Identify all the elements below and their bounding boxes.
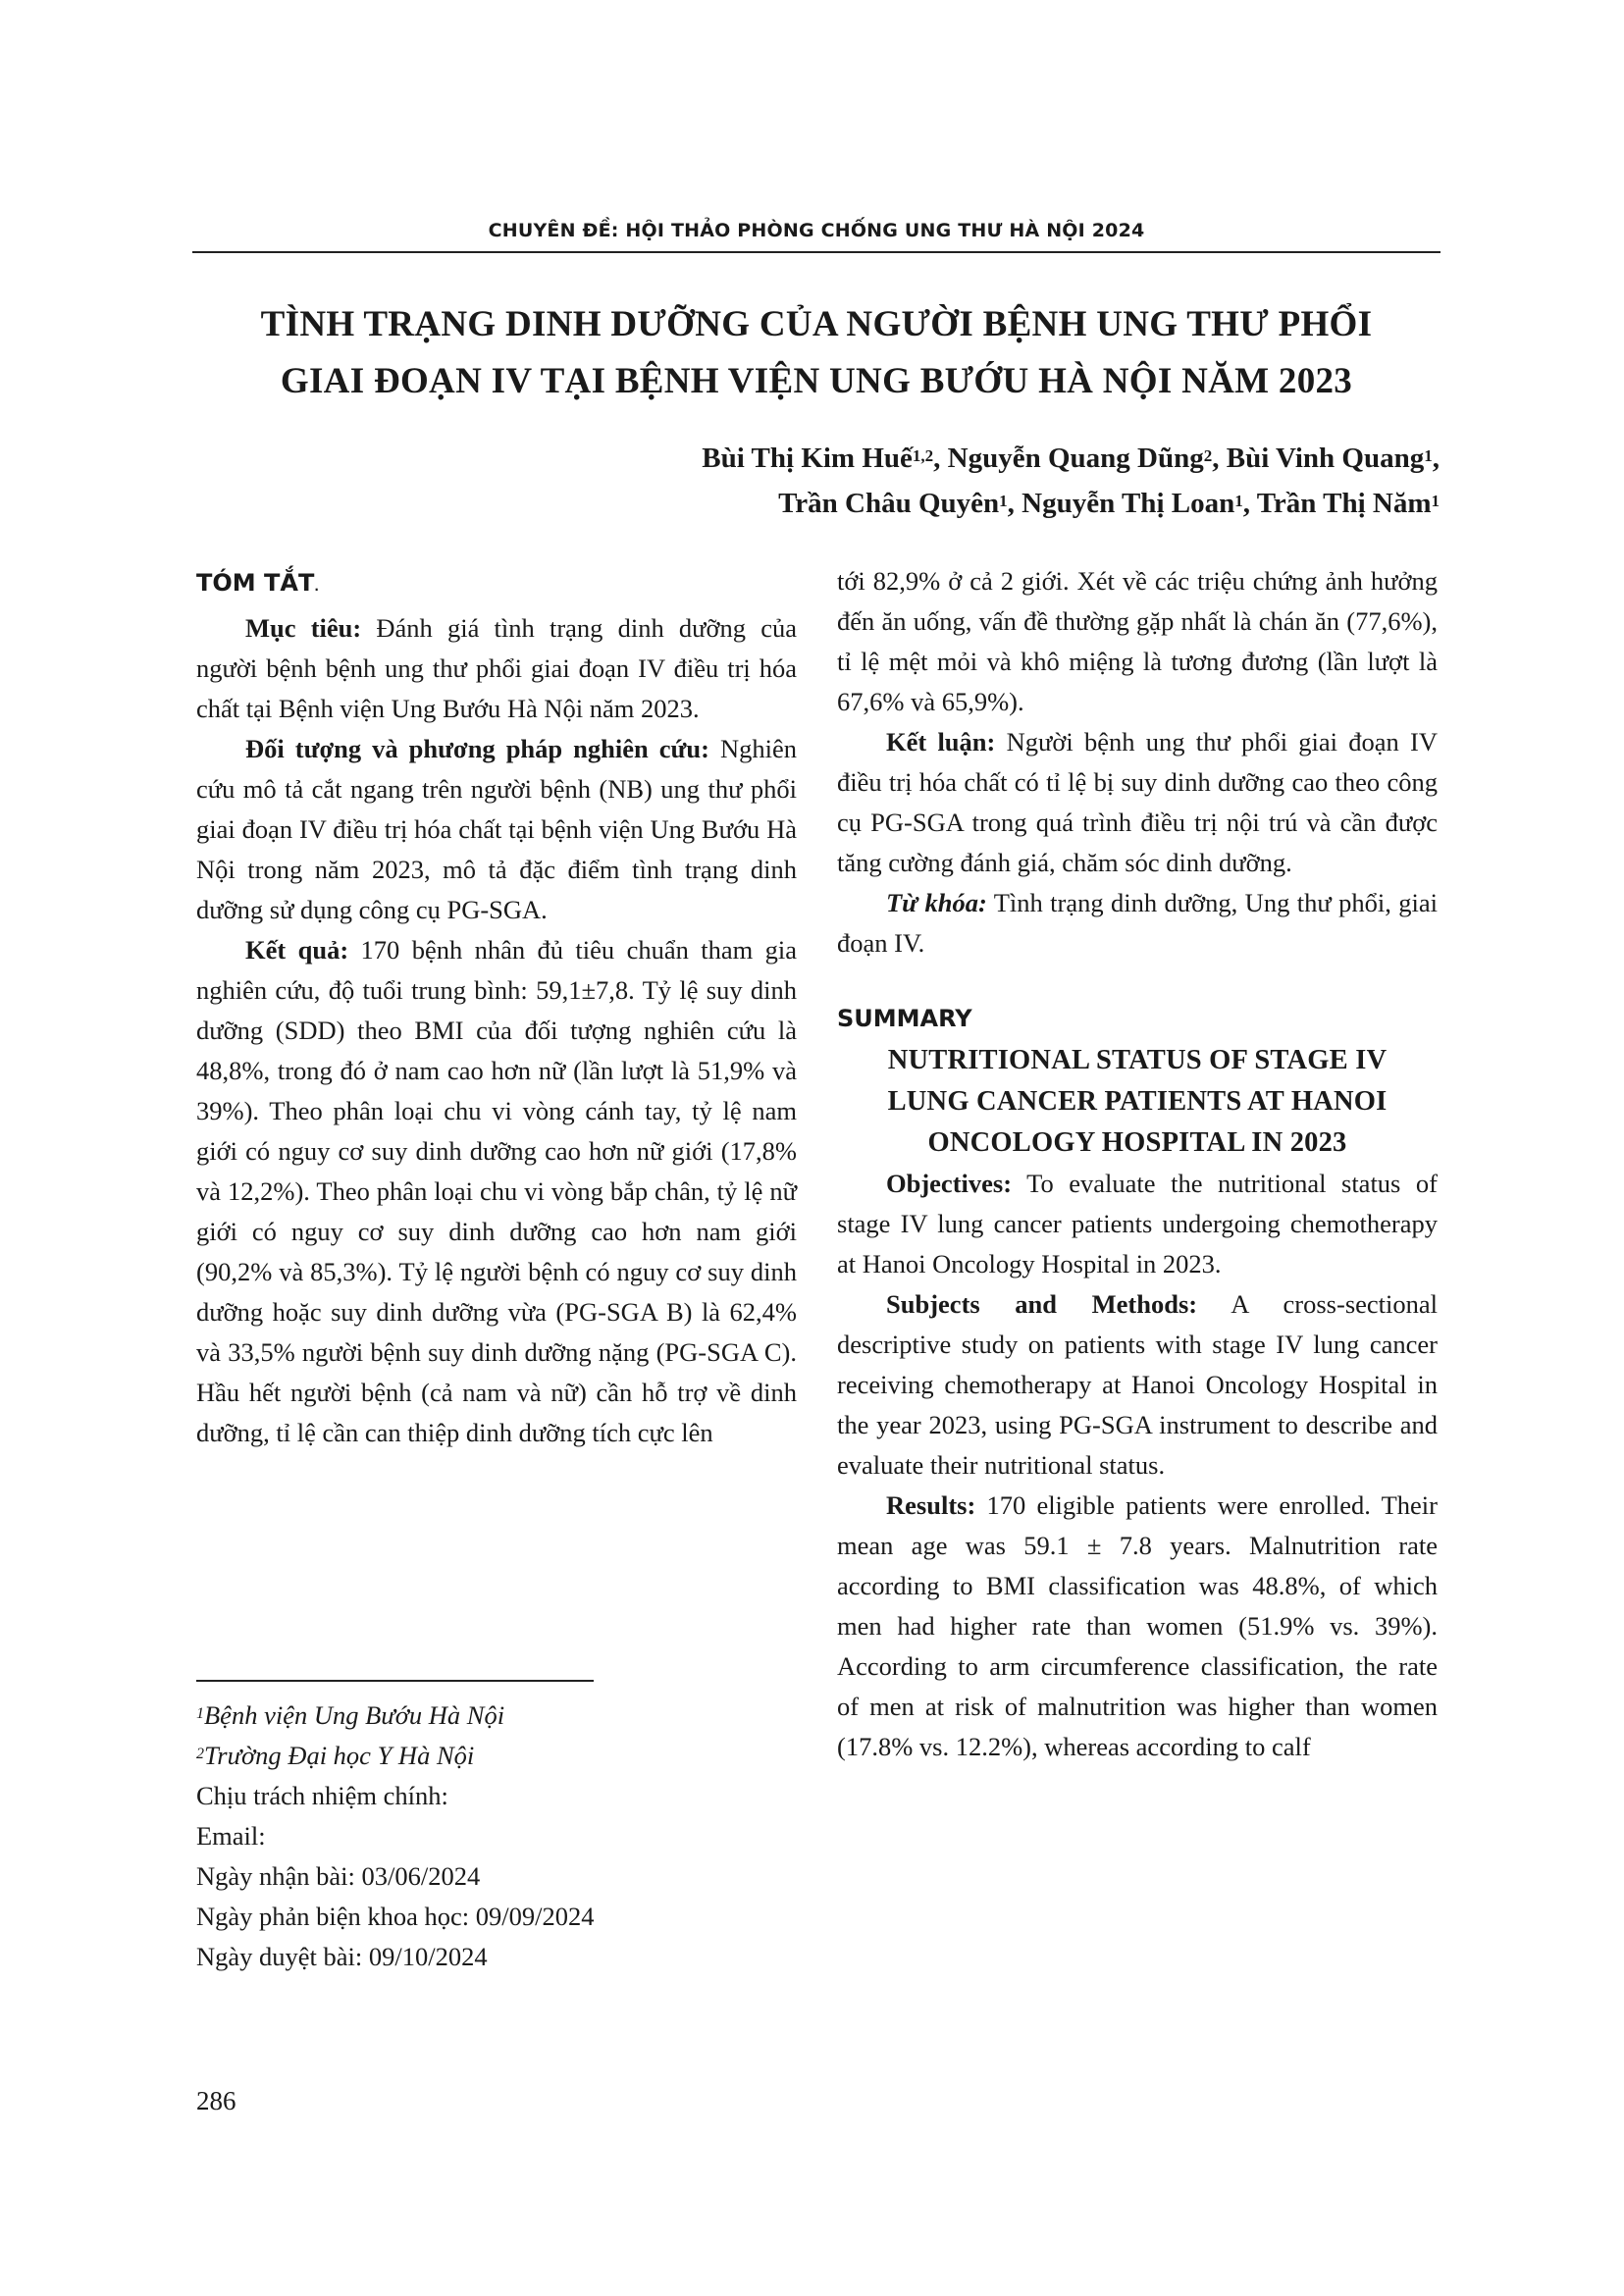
author-affiliation: 1,2	[912, 446, 934, 465]
author-name: Nguyễn Quang Dũng	[947, 443, 1204, 474]
objectives-paragraph-en: Objectives: To evaluate the nutritional status of stage IV lung cancer patients undergoing chemotherapy at Hanoi Oncology Hospital in 2023.	[837, 1169, 1438, 1278]
author-affiliation: 1	[1234, 492, 1243, 510]
author-name: Nguyễn Thị Loan	[1022, 488, 1235, 519]
running-head: CHUYÊN ĐỀ: HỘI THẢO PHÒNG CHỐNG UNG THƯ HÀ NỘI 2024	[488, 220, 1145, 241]
english-title-line-2: LUNG CANCER PATIENTS AT HANOI	[887, 1086, 1388, 1117]
author-affiliation: 1	[999, 492, 1008, 510]
page-number: 286	[196, 2086, 236, 2115]
footnote-review-date: Ngày phản biện khoa học: 09/09/2024	[196, 1902, 595, 1931]
summary-heading: SUMMARY	[837, 1005, 972, 1032]
results-continued: tới 82,9% ở cả 2 giới. Xét về các triệu chứng ảnh hưởng đến ăn uống, vấn đề thường gặp nhất là chán ăn (77,6%), tỉ lệ mệt mỏi và khô miệng là tương đương (lần lượt là 67,6% và 65,9%).	[837, 566, 1438, 716]
article-title	[192, 296, 1441, 410]
english-title	[837, 1040, 1438, 1164]
english-title-line-3: ONCOLOGY HOSPITAL IN 2023	[927, 1127, 1347, 1158]
title-line-2: GIAI ĐOẠN IV TẠI BỆNH VIỆN UNG BƯỚU HÀ NỘI NĂM 2023	[280, 361, 1353, 401]
objective-paragraph: Mục tiêu: Đánh giá tình trạng dinh dưỡng của người bệnh bệnh ung thư phổi giai đoạn IV điều trị hóa chất tại Bệnh viện Ung Bướu Hà Nội năm 2023.	[196, 613, 797, 723]
author-affiliation: 2	[1203, 446, 1213, 465]
footnote-affiliation-1: $^1$Bệnh viện Ung Bướu Hà Nội	[196, 1700, 505, 1730]
right-column	[837, 561, 1438, 1767]
abstract-heading: TÓM TẮT.	[196, 569, 319, 597]
methods-paragraph: Đối tượng và phương pháp nghiên cứu: Nghiên cứu mô tả cắt ngang trên người bệnh (NB) ung thư phổi giai đoạn IV điều trị hóa chất tại bệnh viện Ung Bướu Hà Nội trong năm 2023, mô tả đặc điểm tình trạng dinh dưỡng sử dụng công cụ PG-SGA.	[196, 734, 797, 924]
author-name: Bùi Thị Kim Huế	[702, 443, 913, 474]
author-affiliation: 1	[1431, 492, 1440, 510]
footnote-affiliation-2: $^2$Trường Đại học Y Hà Nội	[196, 1741, 475, 1770]
author-name: Trần Châu Quyên	[778, 488, 1000, 519]
results-paragraph-en: Results: 170 eligible patients were enrolled. Their mean age was 59.1 ± 7.8 years. Malnutrition rate according to BMI classification was 48.8%, of which men had higher rate than women (51.9% vs. 39%). According to arm circumference classification, the rate of men at risk of malnutrition was higher than women (17.8% vs. 12.2%), whereas according to calf	[837, 1490, 1438, 1761]
author-name: Trần Thị Năm	[1256, 488, 1432, 519]
methods-paragraph-en: Subjects and Methods: A cross-sectional descriptive study on patients with stage IV lung cancer receiving chemotherapy at Hanoi Oncology Hospital in the year 2023, using PG-SGA instrument to describe and evaluate their nutritional status.	[837, 1289, 1439, 1480]
author-name: Bùi Vinh Quang	[1226, 443, 1425, 474]
footnote-rule	[196, 1680, 594, 1682]
footnote-accepted-date: Ngày duyệt bài: 09/10/2024	[196, 1942, 488, 1971]
results-paragraph: Kết quả: 170 bệnh nhân đủ tiêu chuẩn tham gia nghiên cứu, độ tuổi trung bình: 59,1±7,8. Tỷ lệ suy dinh dưỡng (SDD) theo BMI của đối tượng nghiên cứu là 48,8%, trong đó ở nam cao hơn nữ (lần lượt là 51,9% và 39%). Theo phân loại chu vi vòng cánh tay, tỷ lệ nam giới có nguy cơ suy dinh dưỡng cao hơn nữ giới (17,8% và 12,2%). Theo phân loại chu vi vòng bắp chân, tỷ lệ nữ giới có nguy cơ suy dinh dưỡng cao hơn nam giới (90,2% và 85,3%). Tỷ lệ người bệnh có nguy cơ suy dinh dưỡng hoặc suy dinh dưỡng vừa (PG-SGA B) là 62,4% và 33,5% người bệnh suy dinh dưỡng nặng (PG-SGA C). Hầu hết người bệnh (cả nam và nữ) cần hỗ trợ về dinh dưỡng, tỉ lệ cần can thiệp dinh dưỡng tích cực lên	[196, 935, 797, 1447]
footnote-received-date: Ngày nhận bài: 03/06/2024	[196, 1861, 481, 1891]
footnote-corresponding: Chịu trách nhiệm chính:	[196, 1781, 448, 1810]
author-line-2: Trần Châu Quyên$^1$, Nguyễn Thị Loan$^1$, Trần Thị Năm$^1$	[778, 488, 1440, 519]
footnote-email: Email:	[196, 1821, 266, 1851]
author-affiliation: 1	[1424, 446, 1433, 465]
keywords-paragraph: Từ khóa: Tình trạng dinh dưỡng, Ung thư phổi, giai đoạn IV.	[837, 888, 1438, 958]
author-line-1: Bùi Thị Kim Huế$^{1,2}$, Nguyễn Quang Dũng$^2$, Bùi Vinh Quang$^1$,	[702, 443, 1440, 474]
left-column	[196, 561, 797, 1453]
header-rule	[192, 251, 1441, 253]
title-line-1: TÌNH TRẠNG DINH DƯỠNG CỦA NGƯỜI BỆNH UNG THƯ PHỔI	[260, 304, 1373, 344]
english-title-line-1: NUTRITIONAL STATUS OF STAGE IV	[887, 1045, 1388, 1075]
author-list	[262, 436, 1440, 526]
footnotes	[196, 1696, 805, 1977]
conclusion-paragraph: Kết luận: Người bệnh ung thư phổi giai đoạn IV điều trị hóa chất có tỉ lệ bị suy dinh dưỡng cao theo công cụ PG-SGA trong quá trình điều trị nội trú và cần được tăng cường đánh giá, chăm sóc dinh dưỡng.	[837, 727, 1438, 877]
